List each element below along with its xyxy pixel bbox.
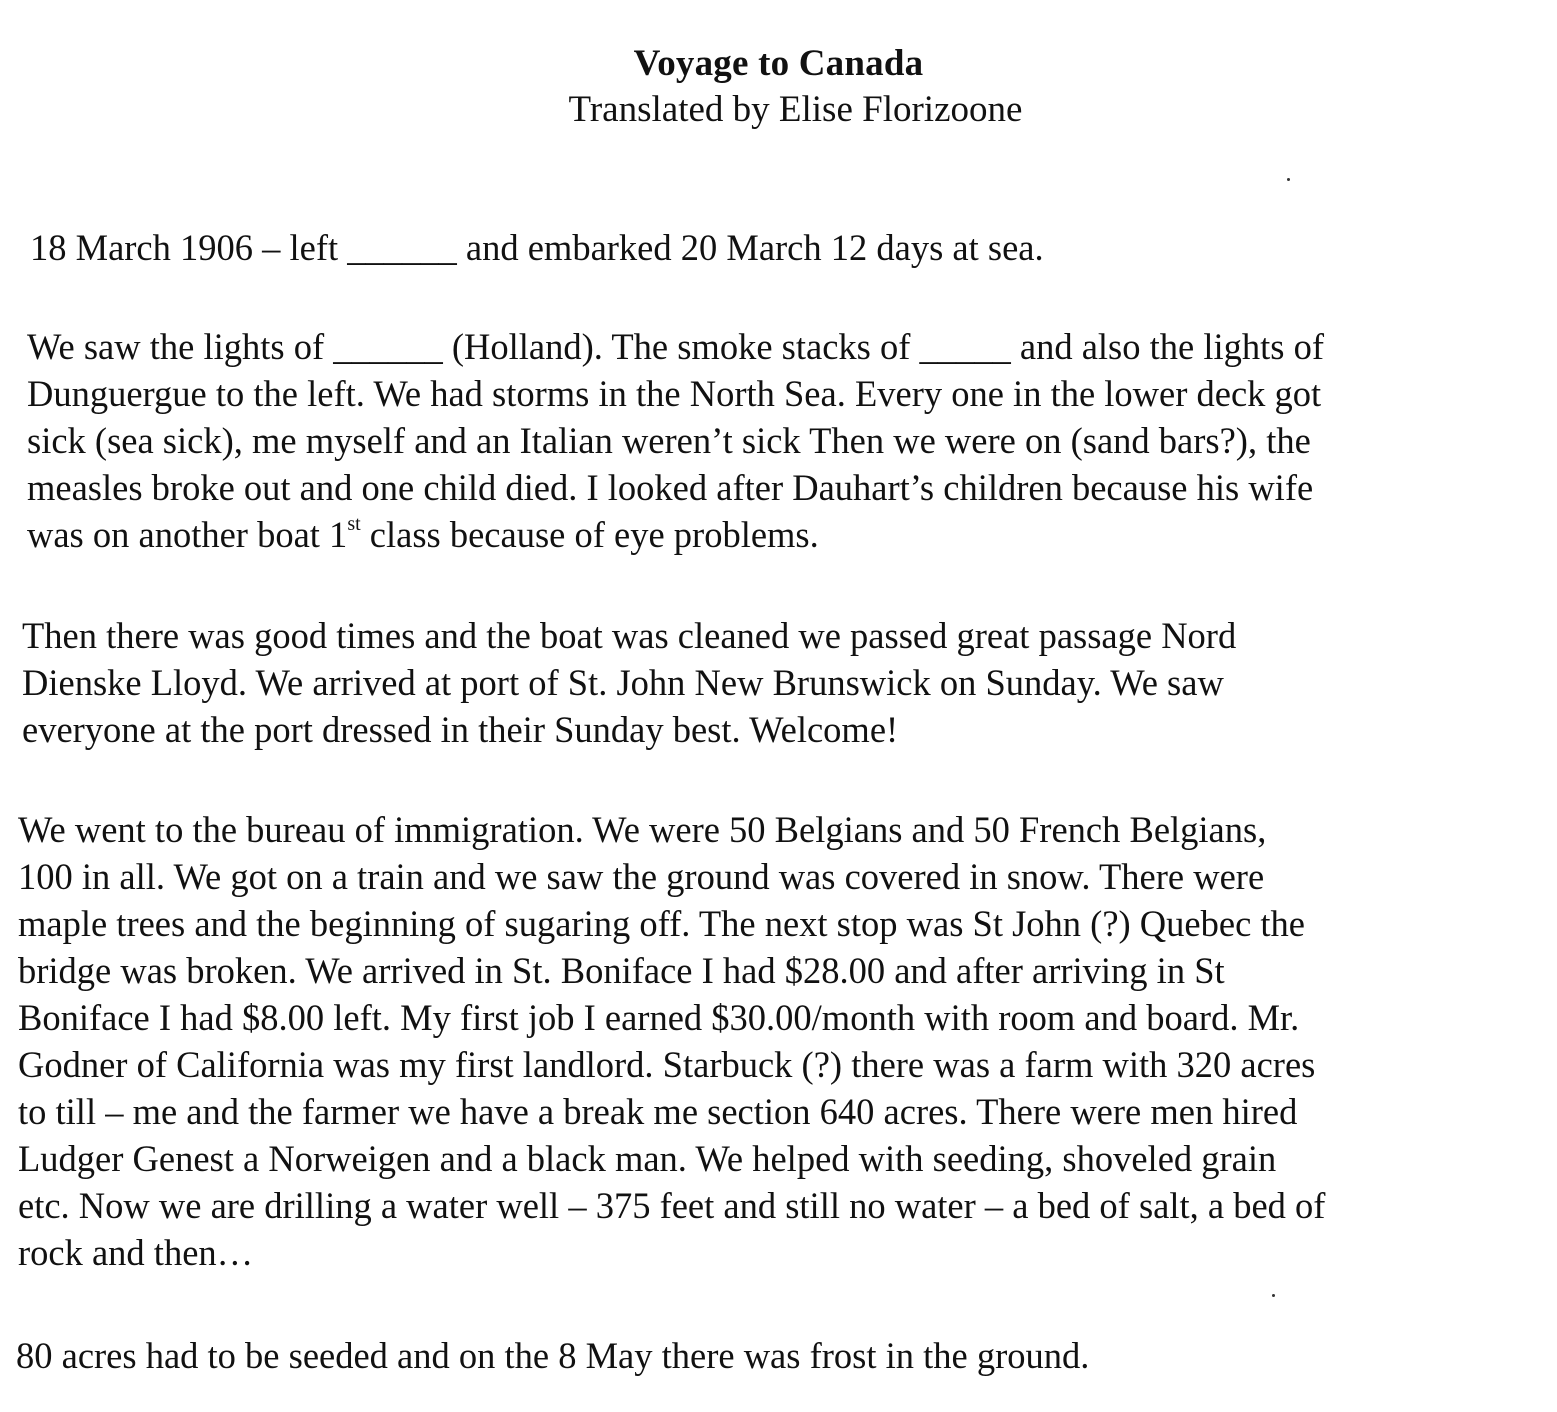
text-line: sick (sea sick), me myself and an Italian weren’t sick Then we were on (sand bars?), the [27, 420, 1311, 461]
paragraph-arrival [22, 612, 1236, 753]
scan-speck [1272, 1294, 1275, 1297]
document-subtitle: Translated by Elise Florizoone [568, 89, 1023, 130]
paragraph-departure [30, 224, 1044, 271]
text-line: Ludger Genest a Norweigen and a black man. We helped with seeding, shoveled grain [18, 1138, 1277, 1179]
ordinal-superscript: st [347, 512, 361, 535]
text-line: Dienske Lloyd. We arrived at port of St. John New Brunswick on Sunday. We saw [22, 662, 1224, 703]
paragraph-crossing [27, 323, 1324, 558]
document-title: Voyage to Canada [633, 43, 924, 84]
text-line: Boniface I had $8.00 left. My first job I earned $30.00/month with room and board. Mr. [18, 997, 1300, 1038]
line-text-after: class because of eye problems. [360, 514, 819, 555]
text-line: to till – me and the farmer we have a break me section 640 acres. There were men hired [18, 1091, 1298, 1132]
text-line: maple trees and the beginning of sugaring off. The next stop was St John (?) Quebec the [18, 903, 1305, 944]
text-line: We saw the lights of ______ (Holland). The smoke stacks of _____ and also the lights of [27, 326, 1324, 367]
text-line: 80 acres had to be seeded and on the 8 May there was frost in the ground. [16, 1335, 1090, 1376]
paragraph-immigration [18, 806, 1325, 1276]
text-line: measles broke out and one child died. I looked after Dauhart’s children because his wife [27, 467, 1314, 508]
text-line: everyone at the port dressed in their Sunday best. Welcome! [22, 709, 899, 750]
text-line: 100 in all. We got on a train and we saw the ground was covered in snow. There were [18, 856, 1265, 897]
text-line: Then there was good times and the boat was cleaned we passed great passage Nord [22, 615, 1237, 656]
text-line: bridge was broken. We arrived in St. Boniface I had $28.00 and after arriving in St [18, 950, 1225, 991]
scan-speck [1287, 178, 1290, 181]
line-text-before: was on another boat 1 [27, 514, 348, 555]
text-line: We went to the bureau of immigration. We were 50 Belgians and 50 French Belgians, [18, 809, 1267, 850]
text-line: Dunguergue to the left. We had storms in the North Sea. Every one in the lower deck got [27, 373, 1322, 414]
text-line: rock and then… [18, 1232, 254, 1273]
text-line: etc. Now we are drilling a water well – 375 feet and still no water – a bed of salt, a bed of [18, 1185, 1326, 1226]
text-line: Godner of California was my first landlord. Starbuck (?) there was a farm with 320 acres [18, 1044, 1316, 1085]
text-line-with-superscript [27, 511, 1324, 558]
text-line: 18 March 1906 – left ______ and embarked 20 March 12 days at sea. [30, 227, 1044, 268]
paragraph-seeding [16, 1332, 1089, 1379]
